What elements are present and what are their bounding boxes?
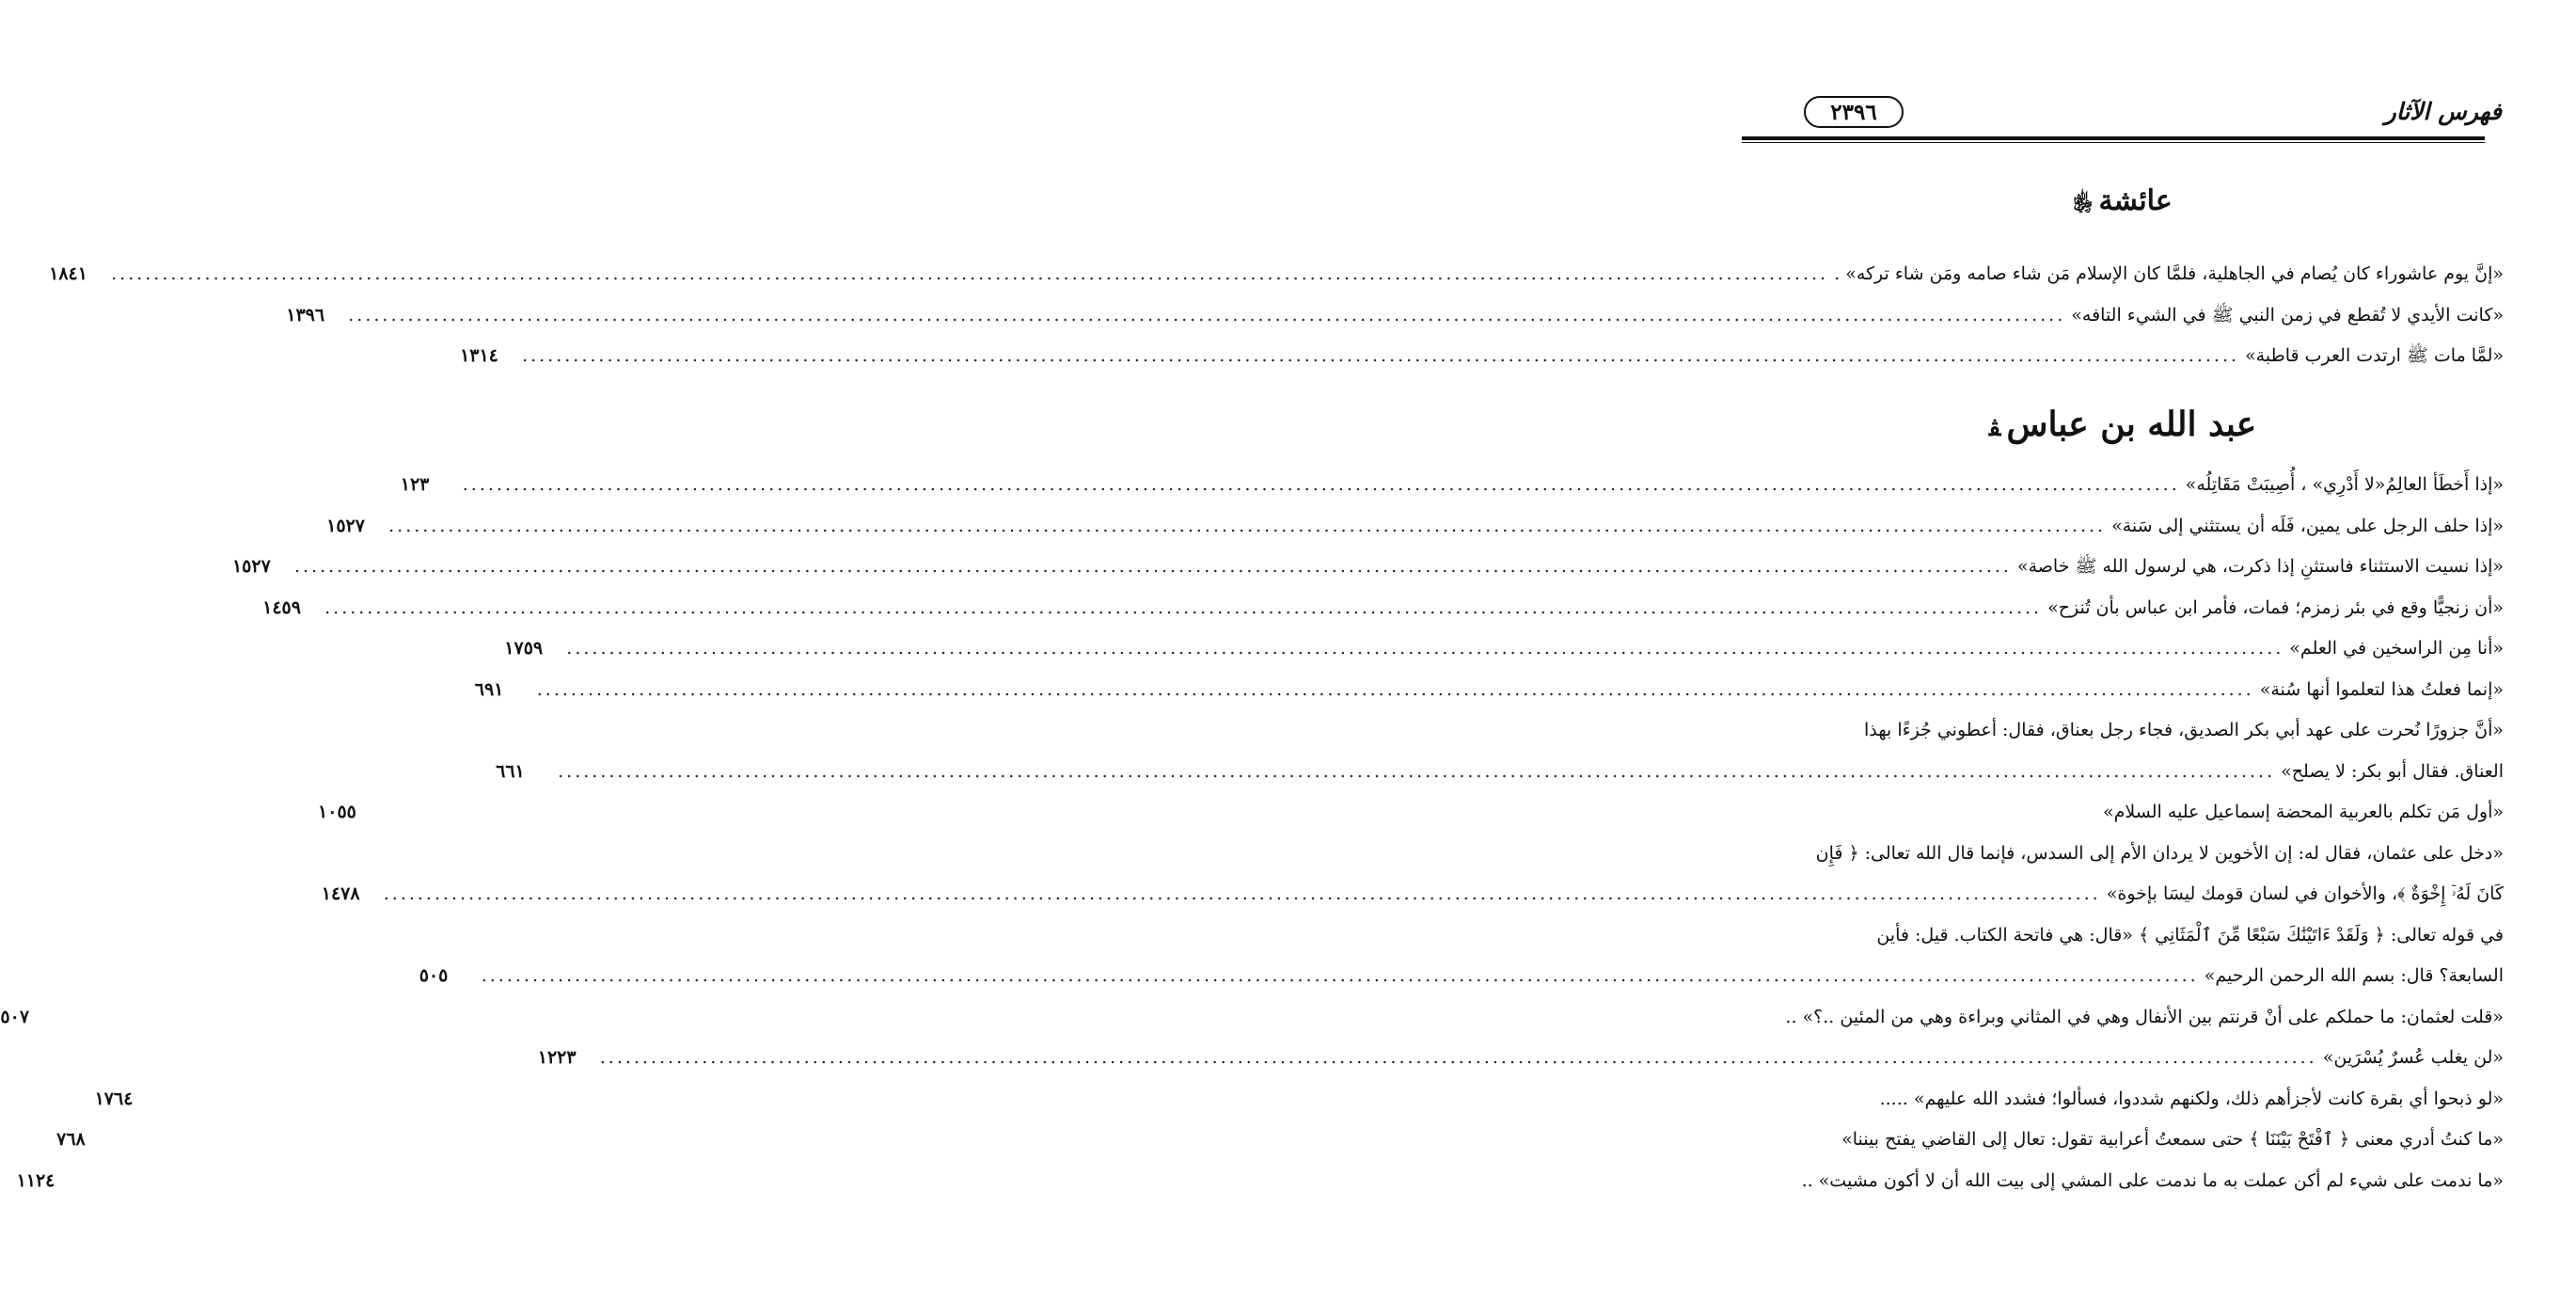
dot-leader: [324, 588, 2042, 629]
entry-page-number: ١٥٢٧: [231, 556, 271, 577]
entry-page-number: ٧٦٨: [56, 1129, 86, 1150]
entry-row: [460, 336, 2504, 377]
index-entry: [0, 997, 2504, 1039]
entry-page-number: ٥٠٧: [0, 1006, 30, 1027]
index-entry: [321, 834, 2504, 915]
index-entry: [94, 1079, 2504, 1120]
entry-page-number: ١٢٢٣: [537, 1047, 577, 1068]
page-number: ٢٣٩٦: [1804, 96, 1904, 128]
index-entry: [474, 670, 2504, 711]
dot-leader: [388, 506, 2106, 548]
index-entry: [286, 295, 2504, 337]
entry-row: [56, 1120, 2504, 1161]
index-entry: [496, 710, 2504, 792]
dot-leader: [111, 254, 1828, 295]
entry-text: «لمَّا مات ﷺ ارتدت العرب قاطبة»: [2245, 345, 2504, 366]
entry-page-number: ١٧٥٩: [504, 638, 544, 659]
section-title-text: عبد الله بن عباس: [2006, 405, 2257, 444]
entry-text: «إذا أَخطَأ العالِمُ«لا أَدْرِي» ، أُصِيبَتْ مَقَاتِلُه»: [2185, 474, 2504, 495]
index-entry: [460, 336, 2504, 377]
entry-page-number: ٥٠٥: [419, 965, 449, 986]
honorific-glyph: ﵂: [2073, 191, 2094, 215]
dot-leader: [463, 465, 2180, 506]
entry-row: [49, 254, 2504, 295]
entry-text: «لو ذبحوا أي بقرة كانت لأجزأهم ذلك، ولكنهم شددوا، فسألوا؛ فشدد الله عليهم» .....: [1879, 1088, 2504, 1109]
entry-page-number: ١٠٥٥: [318, 802, 356, 822]
entry-text: «أنا مِن الراسخين في العلم»: [2289, 638, 2504, 659]
entry-text: «أول مَن تكلم بالعربية المحضة إسماعيل عليه السلام»: [2103, 802, 2504, 822]
entry-row: [0, 997, 2504, 1039]
entry-text: «قلت لعثمان: ما حملكم على أنْ قرنتم بين الأنفال وهي في المثاني وبراءة وهي من المئين ..؟» ..: [1785, 1006, 2504, 1027]
index-entry: [262, 588, 2504, 629]
entry-text-line: في قوله تعالى: ﴿ وَلَقَدْ ءَاتَيْنَٰكَ سَبْعًا مِّنَ ٱلْمَثَانِي ﴾ «قال: هي فاتحة الكتاب. قيل: فأين: [1876, 924, 2504, 945]
dot-leader: [522, 336, 2239, 377]
entry-text: «ما كنتُ أدري معنى ﴿ ٱفْتَحْ بَيْنَنَا ﴾ حتى سمعتُ أعرابية تقول: تعال إلى القاضي يفتح بيننا»: [1841, 1129, 2504, 1150]
running-title: فهرس الآثار: [2384, 98, 2502, 125]
honorific-glyph: ﭭ: [1988, 413, 2001, 441]
entry-row: [419, 956, 2504, 997]
entry-page-number: ١٤٥٩: [262, 596, 301, 618]
index-entry: [49, 254, 2504, 295]
entry-row: [318, 792, 2504, 834]
entry-row: [286, 295, 2504, 337]
entry-text: «كانت الأيدي لا تُقطع في زمن النبي ﷺ في الشيء التافه»: [2071, 304, 2504, 326]
entry-row: [400, 465, 2504, 506]
entry-text: «إنَّ يوم عاشوراء كان يُصام في الجاهلية، فلمَّا كان الإسلام مَن شاء صامه ومَن شاء تركه» .: [1834, 263, 2504, 284]
entry-row: [231, 547, 2504, 588]
dot-leader: [558, 752, 2275, 793]
entry-text: «أن زنجيًّا وقع في بئر زمزم؛ فمات، فأمر ابن عباس بأن تُنزح»: [2047, 596, 2504, 618]
entry-text: «إذا نسيت الاستثناء فاستثنِ إذا ذكرت، هي لرسول الله ﷺ خاصة»: [2016, 556, 2504, 577]
entry-text-line: «دخل على عثمان، فقال له: إن الأخوين لا يردان الأم إلى السدس، فإنما قال الله تعالى: ﴿ فَإِن: [1815, 842, 2504, 864]
entry-page-number: ١٤٧٨: [321, 883, 360, 904]
entry-page-number: ٦٩١: [474, 678, 504, 700]
entries-list-ibn-abbas: [0, 465, 2504, 1201]
page-header: [1742, 92, 2504, 137]
section-title-aisha: [1742, 184, 2504, 220]
entry-row: [321, 874, 2504, 915]
dot-leader: [482, 956, 2199, 997]
index-entry: [318, 792, 2504, 834]
entry-row: [326, 506, 2504, 548]
entry-text: «لن يغلب عُسرٌ يُسْرَين»: [2322, 1047, 2504, 1068]
entry-row: [16, 1161, 2504, 1202]
dot-leader: [600, 1038, 2317, 1079]
section-title-ibn-abbas: [1742, 405, 2504, 444]
dot-leader: [566, 628, 2284, 670]
section-title-text: عائشة: [2098, 184, 2173, 217]
header-rule: [1742, 136, 2485, 140]
header-rule-thin: [1742, 142, 2485, 143]
entry-text-line: «أنَّ جزورًا نُحرت على عهد أبي بكر الصديق، فجاء رجل بعناق، فقال: أعطوني جُزءًا بهذا: [1864, 720, 2504, 740]
entry-page-number: ١٥٢٧: [326, 515, 365, 536]
entry-text: كَانَ لَهُۥٓ إِخْوَةٌ ﴾، والأخوان في لسان قومك ليسَا بإخوة»: [2106, 883, 2504, 904]
entry-row: [94, 1079, 2504, 1120]
entry-row: [504, 628, 2504, 670]
index-entry: [400, 465, 2504, 506]
index-entry: [326, 506, 2504, 548]
entry-text: «ما ندمت على شيء لم أكن عملت به ما ندمت على المشي إلى بيت الله أن لا أكون مشيت» ..: [1801, 1169, 2504, 1191]
index-entry: [537, 1038, 2504, 1079]
dot-leader: [348, 295, 2065, 337]
index-entry: [56, 1120, 2504, 1161]
entry-page-number: ١١٢٤: [16, 1169, 55, 1191]
entry-row: [262, 588, 2504, 629]
index-entry: [231, 547, 2504, 588]
entries-list-aisha: [49, 254, 2504, 377]
dot-leader: [384, 874, 2101, 915]
index-entry: [16, 1161, 2504, 1202]
entry-row: [496, 752, 2504, 793]
entry-page-number: ٦٦١: [496, 760, 525, 782]
entry-text: «إذا حلف الرجل على يمين، فَلَه أن يستثني إلى سَنة»: [2111, 515, 2504, 536]
entry-page-number: ١٧٦٤: [94, 1088, 134, 1109]
entry-page-number: ١٢٣: [400, 474, 430, 495]
index-entry: [504, 628, 2504, 670]
entry-text: العناق. فقال أبو بكر: لا يصلح»: [2281, 760, 2504, 782]
index-entry: [419, 915, 2504, 997]
entry-row: [537, 1038, 2504, 1079]
entry-page-number: ١٣١٤: [460, 345, 498, 366]
entry-page-number: ١٨٤١: [49, 263, 87, 284]
dot-leader: [537, 670, 2254, 711]
entry-text: السابعة؟ قال: بسم الله الرحمن الرحيم»: [2204, 965, 2504, 986]
entry-row: [474, 670, 2504, 711]
dot-leader: [294, 547, 2012, 588]
entry-text: «إنما فعلتُ هذا لتعلموا أنها سُنة»: [2259, 678, 2504, 700]
entry-page-number: ١٣٩٦: [286, 304, 325, 326]
